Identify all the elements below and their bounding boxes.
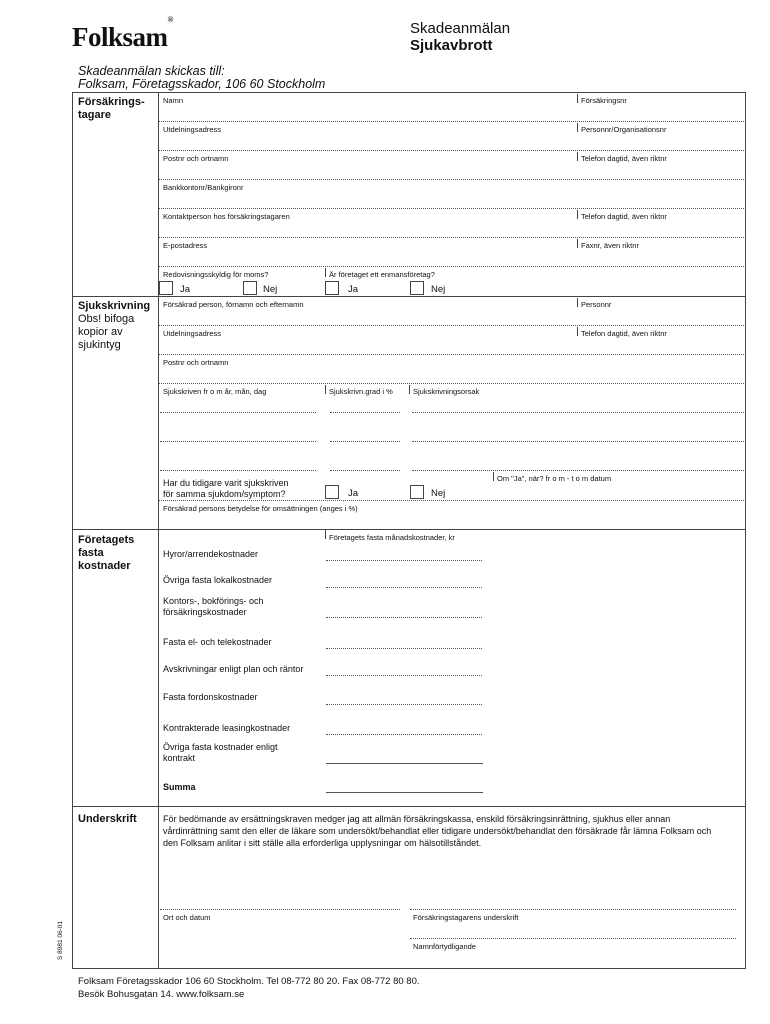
insured-name-field[interactable] xyxy=(160,308,745,325)
field-tick xyxy=(409,385,410,394)
field-separator xyxy=(159,500,746,501)
footer-line1: Folksam Företagsskador 106 60 Stockholm. Tel 08-772 80 20. Fax 08-772 80 80. xyxy=(78,976,420,987)
cause-line-3[interactable] xyxy=(412,470,744,471)
contact-phone-label: Telefon dagtid, även riktnr xyxy=(581,212,667,221)
send-to-line1: Skadeanmälan skickas till: xyxy=(78,64,225,78)
policyholder-section-label: Försäkrings- tagare xyxy=(78,96,145,121)
field-separator xyxy=(159,121,746,122)
cost-row-depreciation: Avskrivningar enligt plan och räntor xyxy=(163,664,304,674)
cost-input-other[interactable] xyxy=(326,763,483,764)
degree-label: Sjukskrivn.grad i % xyxy=(329,387,393,396)
previous-yes-label: Ja xyxy=(348,488,359,499)
sick-leave-note: Obs! bifoga kopior av sjukintyg xyxy=(78,313,135,351)
field-tick xyxy=(577,123,578,132)
cost-input-depreciation[interactable] xyxy=(326,675,482,676)
sole-trader-yes-label: Ja xyxy=(348,284,359,295)
field-tick xyxy=(577,327,578,336)
field-separator xyxy=(159,383,746,384)
policy-no-label: Försäkringsnr xyxy=(581,96,627,105)
logo-text: Folksam xyxy=(72,22,168,52)
email-label: E-postadress xyxy=(163,241,208,250)
field-separator xyxy=(159,325,746,326)
cost-total-input[interactable] xyxy=(326,792,483,793)
cost-input-vehicle[interactable] xyxy=(326,704,482,705)
field-tick xyxy=(325,530,326,539)
fixed-costs-column-header: Företagets fasta månadskostnader, kr xyxy=(329,533,455,542)
phone-label: Telefon dagtid, även riktnr xyxy=(581,154,667,163)
field-separator xyxy=(159,150,746,151)
place-date-line[interactable] xyxy=(160,909,400,910)
importance-field[interactable] xyxy=(160,512,745,528)
cost-row-electricity: Fasta el- och telekostnader xyxy=(163,637,272,647)
insured-postal-label: Postnr och ortnamn xyxy=(163,358,229,367)
cost-input-office[interactable] xyxy=(326,617,482,618)
registered-mark: ® xyxy=(167,15,173,24)
insured-postal-field[interactable] xyxy=(160,366,745,383)
person-org-no-label: Personnr/Organisationsnr xyxy=(581,125,667,134)
previous-no-label: Nej xyxy=(431,488,446,499)
field-tick xyxy=(577,210,578,219)
field-separator xyxy=(159,237,746,238)
field-separator xyxy=(159,179,746,180)
fax-label: Faxnr, även riktnr xyxy=(581,241,639,250)
sole-trader-no-label: Nej xyxy=(431,284,446,295)
cost-total-label: Summa xyxy=(163,782,196,792)
field-tick xyxy=(577,94,578,103)
column-divider xyxy=(158,92,159,969)
from-to-line-1[interactable] xyxy=(160,412,316,413)
name-clarification-label: Namnförtydligande xyxy=(413,942,476,951)
insured-address-label: Utdelningsadress xyxy=(163,329,221,338)
vat-no-checkbox[interactable] xyxy=(243,281,257,295)
insured-name-label: Försäkrad person, förnamn och efternamn xyxy=(163,300,304,309)
folksam-logo xyxy=(72,15,173,53)
previous-no-checkbox[interactable] xyxy=(410,485,424,499)
footer-line2: Besök Bohusgatan 14. www.folksam.se xyxy=(78,989,245,1000)
signature-section-label: Underskrift xyxy=(78,813,137,825)
degree-line-2[interactable] xyxy=(330,441,400,442)
from-to-line-2[interactable] xyxy=(160,441,316,442)
send-to-line2: Folksam, Företagsskador, 106 60 Stockholm xyxy=(78,77,326,91)
sole-trader-no-checkbox[interactable] xyxy=(410,281,424,295)
if-yes-dates-field[interactable] xyxy=(496,484,744,499)
consent-text: För bedömande av ersättningskraven medger jag att allmän försäkringskassa, enskild försäkringsinrättning, sjukhus eller annan vårdinrättning samt den eller de läkare som undersökt/behandlat eller tidigare undersökt/behandlat den försäkrade får lämna Folksam och den Folksam anlitar i sitt ställe alla erforderliga upplysningar om hälsotillståndet. xyxy=(163,814,712,848)
vat-yes-label: Ja xyxy=(180,284,191,295)
contact-field[interactable] xyxy=(160,220,745,237)
cause-line-2[interactable] xyxy=(412,441,744,442)
if-yes-label: Om "Ja", när? fr o m - t o m datum xyxy=(497,474,612,483)
field-separator xyxy=(159,266,746,267)
cost-input-rent[interactable] xyxy=(326,560,482,561)
cost-row-premises: Övriga fasta lokalkostnader xyxy=(163,575,273,585)
insured-phone-label: Telefon dagtid, även riktnr xyxy=(581,329,667,338)
cost-row-office: Kontors-, bokförings- och försäkringskostnader xyxy=(163,596,264,617)
form-code: S 8981 06-01 xyxy=(57,920,64,960)
cost-input-premises[interactable] xyxy=(326,587,482,588)
degree-line-3[interactable] xyxy=(330,470,400,471)
sole-trader-question: Är företaget ett enmansföretag? xyxy=(329,270,435,279)
cost-row-other: Övriga fasta kostnader enligt kontrakt xyxy=(163,742,278,763)
field-tick xyxy=(493,472,494,481)
postal-label: Postnr och ortnamn xyxy=(163,154,229,163)
signature-line[interactable] xyxy=(410,909,736,910)
degree-line-1[interactable] xyxy=(330,412,400,413)
field-tick xyxy=(577,152,578,161)
cause-label: Sjukskrivningsorsak xyxy=(413,387,480,396)
field-tick xyxy=(325,385,326,394)
place-date-label: Ort och datum xyxy=(163,913,211,922)
previous-yes-checkbox[interactable] xyxy=(325,485,339,499)
from-to-line-3[interactable] xyxy=(160,470,316,471)
vat-no-label: Nej xyxy=(263,284,278,295)
email-field[interactable] xyxy=(160,249,745,266)
address-field[interactable] xyxy=(160,133,745,150)
field-tick xyxy=(325,268,326,277)
signature-label: Försäkringstagarens underskrift xyxy=(413,913,519,922)
form-title: Sjukavbrott xyxy=(410,37,493,54)
field-separator xyxy=(159,354,746,355)
name-field[interactable] xyxy=(160,104,745,121)
section-divider xyxy=(72,296,746,297)
field-separator xyxy=(159,208,746,209)
vat-yes-checkbox[interactable] xyxy=(159,281,173,295)
postal-field[interactable] xyxy=(160,162,745,179)
cost-input-electricity[interactable] xyxy=(326,648,482,649)
importance-label: Försäkrad persons betydelse för omsättningen (anges i %) xyxy=(163,504,358,513)
sole-trader-yes-checkbox[interactable] xyxy=(325,281,339,295)
cost-row-rent: Hyror/arrendekostnader xyxy=(163,549,259,559)
bank-label: Bankkontonr/Bankgironr xyxy=(163,183,244,192)
sick-leave-section-label xyxy=(78,300,150,352)
field-tick xyxy=(577,239,578,248)
cost-row-vehicle: Fasta fordonskostnader xyxy=(163,692,258,702)
field-tick xyxy=(577,298,578,307)
previous-sick-question: Har du tidigare varit sjukskriven för samma sjukdom/symptom? xyxy=(163,478,289,499)
vat-question: Redovisningsskyldig för moms? xyxy=(163,270,269,279)
name-label: Namn xyxy=(163,96,184,105)
sick-leave-title: Sjukskrivning xyxy=(78,300,151,312)
bank-field[interactable] xyxy=(160,191,745,208)
from-to-label: Sjukskriven fr o m år, mån, dag xyxy=(163,387,267,396)
contact-label: Kontaktperson hos försäkringstagaren xyxy=(163,212,290,221)
address-label: Utdelningsadress xyxy=(163,125,221,134)
cause-line-1[interactable] xyxy=(412,412,744,413)
footer xyxy=(78,975,420,1001)
section-divider xyxy=(72,806,746,807)
person-no-label: Personnr xyxy=(581,300,612,309)
cost-row-leasing: Kontrakterade leasingkostnader xyxy=(163,723,291,733)
name-clarification-line[interactable] xyxy=(410,938,736,939)
insured-address-field[interactable] xyxy=(160,337,745,354)
cost-input-leasing[interactable] xyxy=(326,734,482,735)
form-type: Skadeanmälan xyxy=(410,20,511,37)
fixed-costs-section-label: Företagets fasta kostnader xyxy=(78,534,135,572)
section-divider xyxy=(72,529,746,530)
